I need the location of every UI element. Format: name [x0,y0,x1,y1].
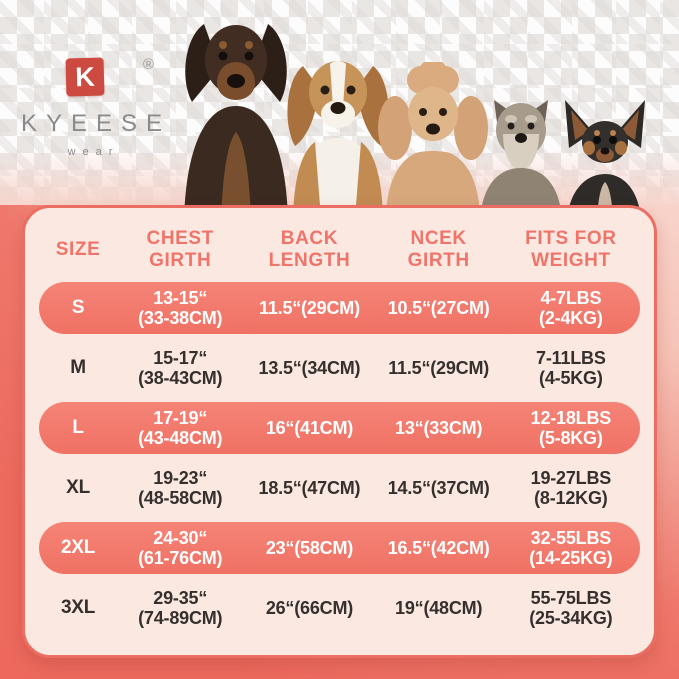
neck-girth-cell: 19“(48CM) [395,598,483,618]
back-length-cell: 23“(58CM) [265,538,354,558]
size-cell: 3XL [60,597,96,618]
neck-girth-cell: 10.5“(27CM) [387,298,490,318]
brand-name: KYEESE [21,110,172,137]
table-row-s [39,282,640,334]
size-cell: L [72,417,84,438]
size-chart-panel [22,205,657,658]
back-length-cell: 13.5“(34CM) [258,358,361,378]
chest-girth-cell: 24-30“ (61-76CM) [138,528,223,568]
header-cell-size: SIZE [55,239,101,260]
weight-cell: 7-11LBS (4-5KG) [536,348,606,388]
neck-girth-cell: 16.5“(42CM) [387,538,490,558]
weight-cell: 55-75LBS (25-34KG) [529,588,613,628]
header-cell-neck-girth: NCEK GIRTH [407,228,470,271]
chest-girth-cell: 13-15“ (33-38CM) [138,288,223,328]
brand-logo-mark [66,58,105,97]
weight-cell: 32-55LBS (14-25KG) [529,528,613,568]
chest-girth-cell: 29-35“ (74-89CM) [138,588,223,628]
size-cell: XL [66,477,90,498]
chest-girth-cell: 15-17“ (38-43CM) [138,348,223,388]
size-cell: S [71,297,85,318]
weight-cell: 19-27LBS (8-12KG) [530,468,612,508]
back-length-cell: 18.5“(47CM) [258,478,361,498]
neck-girth-cell: 14.5“(37CM) [387,478,490,498]
table-header-row [39,228,640,272]
chest-girth-cell: 19-23“ (48-58CM) [138,468,223,508]
table-row-xl [39,462,640,514]
back-length-cell: 26“(66CM) [265,598,354,618]
size-cell: 2XL [60,537,96,558]
dog-chihuahua-illustration [551,98,659,220]
brand-mark-letter: K [74,61,96,92]
brand-logo [12,56,172,158]
chest-girth-cell: 17-19“ (43-48CM) [138,408,223,448]
brand-subtitle: wear [67,146,120,158]
table-row-3xl [39,582,640,634]
table-row-2xl [39,522,640,574]
header-cell-chest-girth: CHEST GIRTH [146,228,214,271]
back-length-cell: 16“(41CM) [265,418,354,438]
size-cell: M [70,357,86,378]
brand-mark-row [12,58,168,100]
weight-cell: 4-7LBS (2-4KG) [539,288,603,328]
neck-girth-cell: 13“(33CM) [395,418,483,438]
table-row-m [39,342,640,394]
header-cell-fits-for-weight: FITS FOR WEIGHT [525,228,617,271]
table-row-l [39,402,640,454]
weight-cell: 12-18LBS (5-8KG) [530,408,612,448]
neck-girth-cell: 11.5“(29CM) [388,358,490,378]
registered-trademark-symbol: ® [142,56,154,73]
header-cell-back-length: BACK LENGTH [268,228,351,271]
back-length-cell: 11.5“(29CM) [259,298,360,318]
hero-banner [0,0,679,205]
